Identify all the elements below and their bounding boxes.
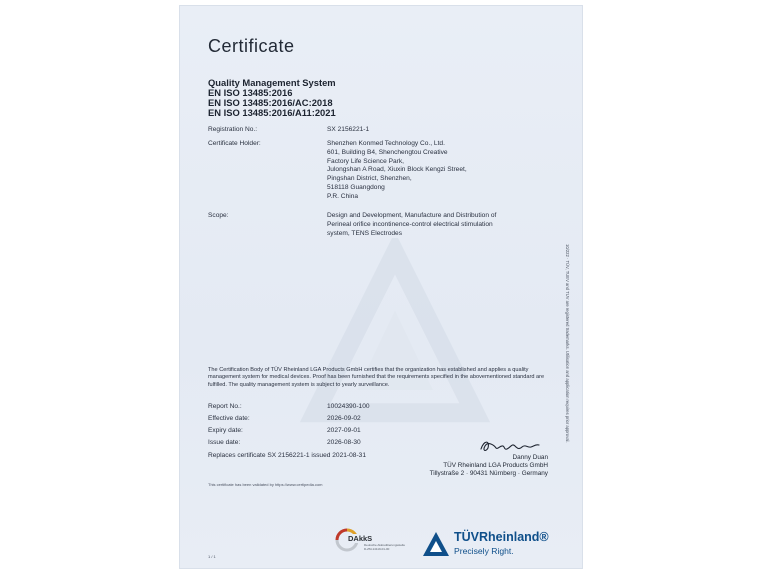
signature-icon bbox=[478, 437, 542, 455]
standard-line: Quality Management System bbox=[208, 77, 336, 88]
holder-line: 601, Building B4, Shenchengtou Creative bbox=[327, 148, 448, 156]
scope-label: Scope: bbox=[208, 212, 229, 219]
tuv-triangle-icon bbox=[422, 530, 450, 558]
holder-line: Factory Life Science Park, bbox=[327, 157, 404, 165]
tuv-logo bbox=[422, 528, 562, 562]
signatory-company: TÜV Rheinland LGA Products GmbH bbox=[443, 462, 548, 469]
dakks-logo bbox=[335, 528, 410, 558]
holder-address bbox=[327, 140, 467, 202]
certification-statement: The Certification Body of TÜV Rheinland LGA Products GmbH certifies that the organization has established and applies a quality management system for medical devices. Proof has been furnished that the requirements specified in the abovementioned standard are fulfilled. The quality management system is subject to yearly surveillance. bbox=[208, 367, 545, 388]
holder-label: Certificate Holder: bbox=[208, 140, 261, 147]
standard-line: EN ISO 13485:2016/AC:2018 bbox=[208, 97, 333, 108]
standard-line: EN ISO 13485:2016/A11:2021 bbox=[208, 107, 336, 118]
dakks-subtitle: Deutsche Akkreditierungsstelle D-ZM-14119-01-00 bbox=[364, 543, 406, 551]
triangle-watermark-icon bbox=[300, 238, 490, 428]
page-number: 1 / 1 bbox=[208, 554, 216, 559]
replaces-note: Replaces certificate SX 2156221-1 issued 2021-08-31 bbox=[208, 452, 366, 459]
scope-line: Perineal orifice incontinence-control electrical stimulation bbox=[327, 220, 493, 228]
validity-note: This certificate has been validated by https://www.certipedia.com bbox=[208, 482, 323, 487]
detail-label: Effective date: bbox=[208, 415, 250, 422]
signatory-name: Danny Duan bbox=[512, 454, 548, 461]
certificate-sheet bbox=[180, 6, 582, 568]
registration-label: Registration No.: bbox=[208, 126, 258, 133]
detail-label: Report No.: bbox=[208, 403, 242, 410]
scope-text bbox=[327, 212, 496, 238]
certificate-title: Certificate bbox=[208, 36, 295, 56]
scope-line: Design and Development, Manufacture and Distribution of bbox=[327, 212, 497, 219]
dakks-name: DAkkS bbox=[348, 534, 373, 543]
side-legal-text bbox=[564, 244, 570, 494]
detail-value: 2026-08-30 bbox=[327, 439, 361, 446]
detail-value: 2026-09-02 bbox=[327, 415, 361, 422]
holder-line: Pingshan District, Shenzhen, bbox=[327, 175, 412, 183]
detail-label: Issue date: bbox=[208, 439, 241, 446]
standard-line: EN ISO 13485:2016 bbox=[208, 87, 293, 98]
registration-value: SX 2156221-1 bbox=[327, 126, 370, 133]
signatory-address: Tillystraße 2 · 90431 Nürnberg · Germany bbox=[429, 470, 548, 477]
signatory-block bbox=[430, 454, 548, 478]
detail-value: 10024390-100 bbox=[327, 403, 370, 410]
tuv-brand-name: TÜVRheinland® bbox=[454, 530, 549, 544]
detail-value: 2027-09-01 bbox=[327, 427, 361, 434]
detail-label: Expiry date: bbox=[208, 427, 243, 434]
scope-line: system, TENS Electrodes bbox=[327, 229, 402, 237]
holder-line: Julongshan A Road, Xiuxin Block Kengzi Street, bbox=[327, 166, 467, 174]
holder-line: 518118 Guangdong bbox=[327, 183, 385, 191]
holder-line: P.R. China bbox=[327, 192, 359, 200]
side-legal-line: 10/222 · TÜV, TUEV and TUV are registered trademarks. Utilisation and application requires prior approval. bbox=[565, 244, 570, 443]
tuv-tagline: Precisely Right. bbox=[454, 546, 514, 556]
holder-line: Shenzhen Konmed Technology Co., Ltd. bbox=[327, 140, 445, 147]
